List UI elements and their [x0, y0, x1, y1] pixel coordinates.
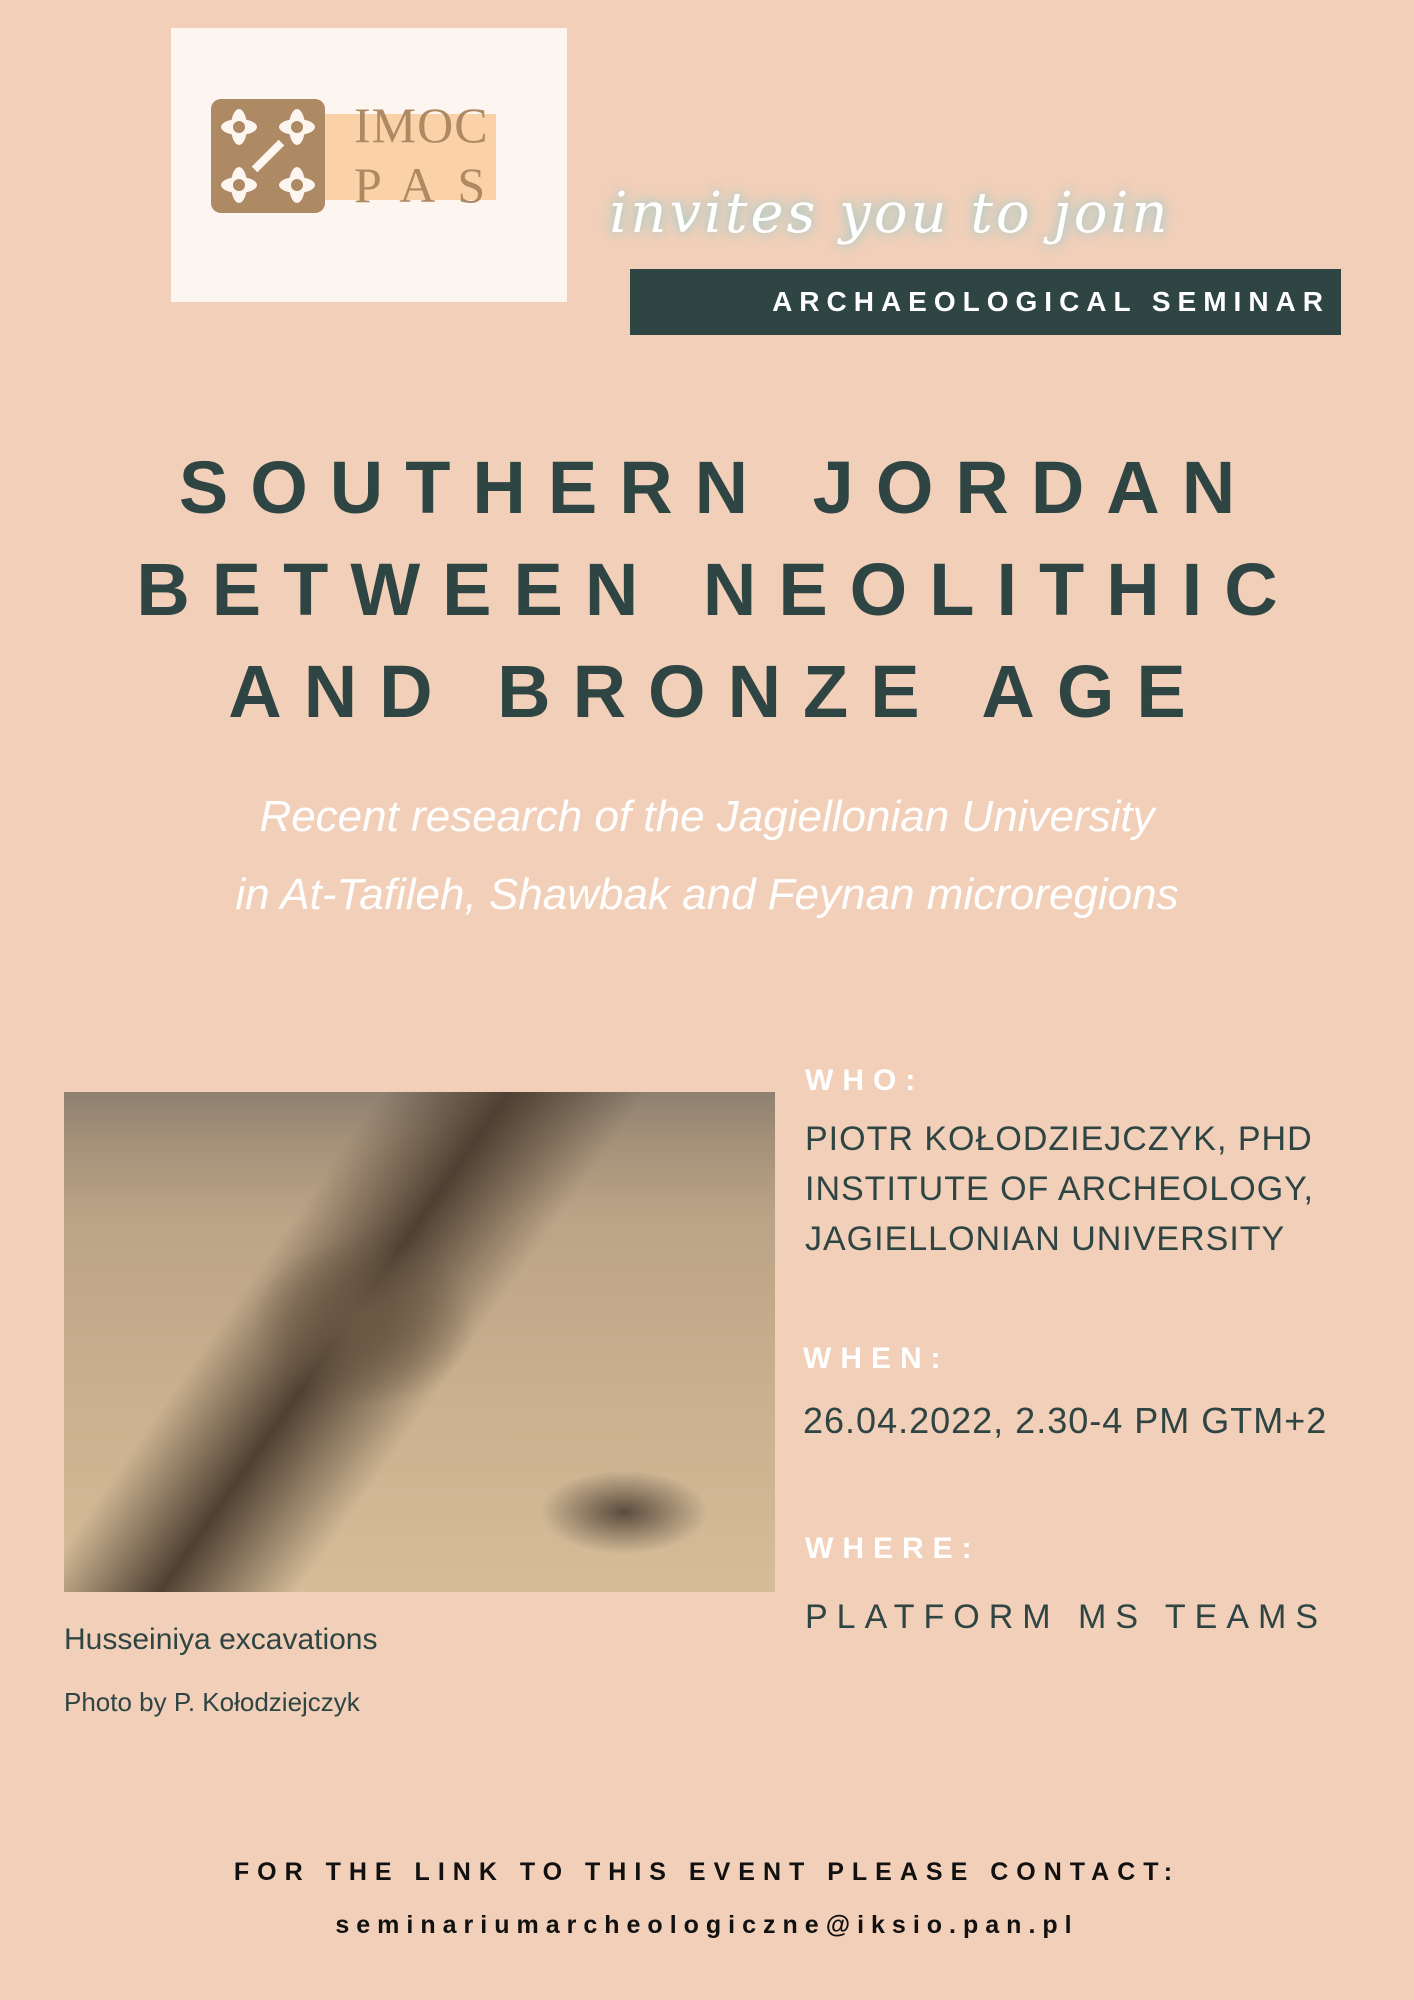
contact-email[interactable]: seminariumarcheologiczne@iksio.pan.pl [335, 1911, 1079, 1939]
logo-text-pas: PAS [354, 157, 508, 213]
where-label: WHERE: [805, 1532, 981, 1565]
logo [171, 28, 567, 302]
title-line-2: BETWEEN NEOLITHIC [136, 548, 1300, 631]
title-line-1: SOUTHERN JORDAN [178, 446, 1258, 529]
contact-label: FOR THE LINK TO THIS EVENT PLEASE CONTACT: [233, 1858, 1181, 1886]
speaker-name: PIOTR KOŁODZIEJCZYK, PHD [805, 1120, 1313, 1158]
excavation-photo [64, 1092, 775, 1592]
speaker-institute: INSTITUTE OF ARCHEOLOGY, [805, 1170, 1314, 1208]
seminar-banner-text: ARCHAEOLOGICAL SEMINAR [772, 286, 1330, 317]
when-label: WHEN: [803, 1342, 950, 1375]
photo-caption: Husseiniya excavations [64, 1623, 378, 1656]
event-date: 26.04.2022, 2.30-4 PM GTM+2 [803, 1400, 1328, 1441]
title-line-3: AND BRONZE AGE [228, 650, 1208, 733]
who-label: WHO: [805, 1064, 925, 1097]
subtitle-line-1: Recent research of the Jagiellonian University [259, 792, 1155, 841]
speaker-university: JAGIELLONIAN UNIVERSITY [805, 1220, 1286, 1258]
event-location: PLATFORM MS TEAMS [805, 1598, 1328, 1636]
logo-text-imoc: IMOC [354, 97, 489, 153]
subtitle-line-2: in At-Tafileh, Shawbak and Feynan microregions [235, 870, 1179, 919]
photo-credit: Photo by P. Kołodziejczyk [64, 1687, 360, 1717]
invites-script: invites you to join [609, 181, 1171, 246]
logo-ornament-icon [209, 97, 327, 215]
